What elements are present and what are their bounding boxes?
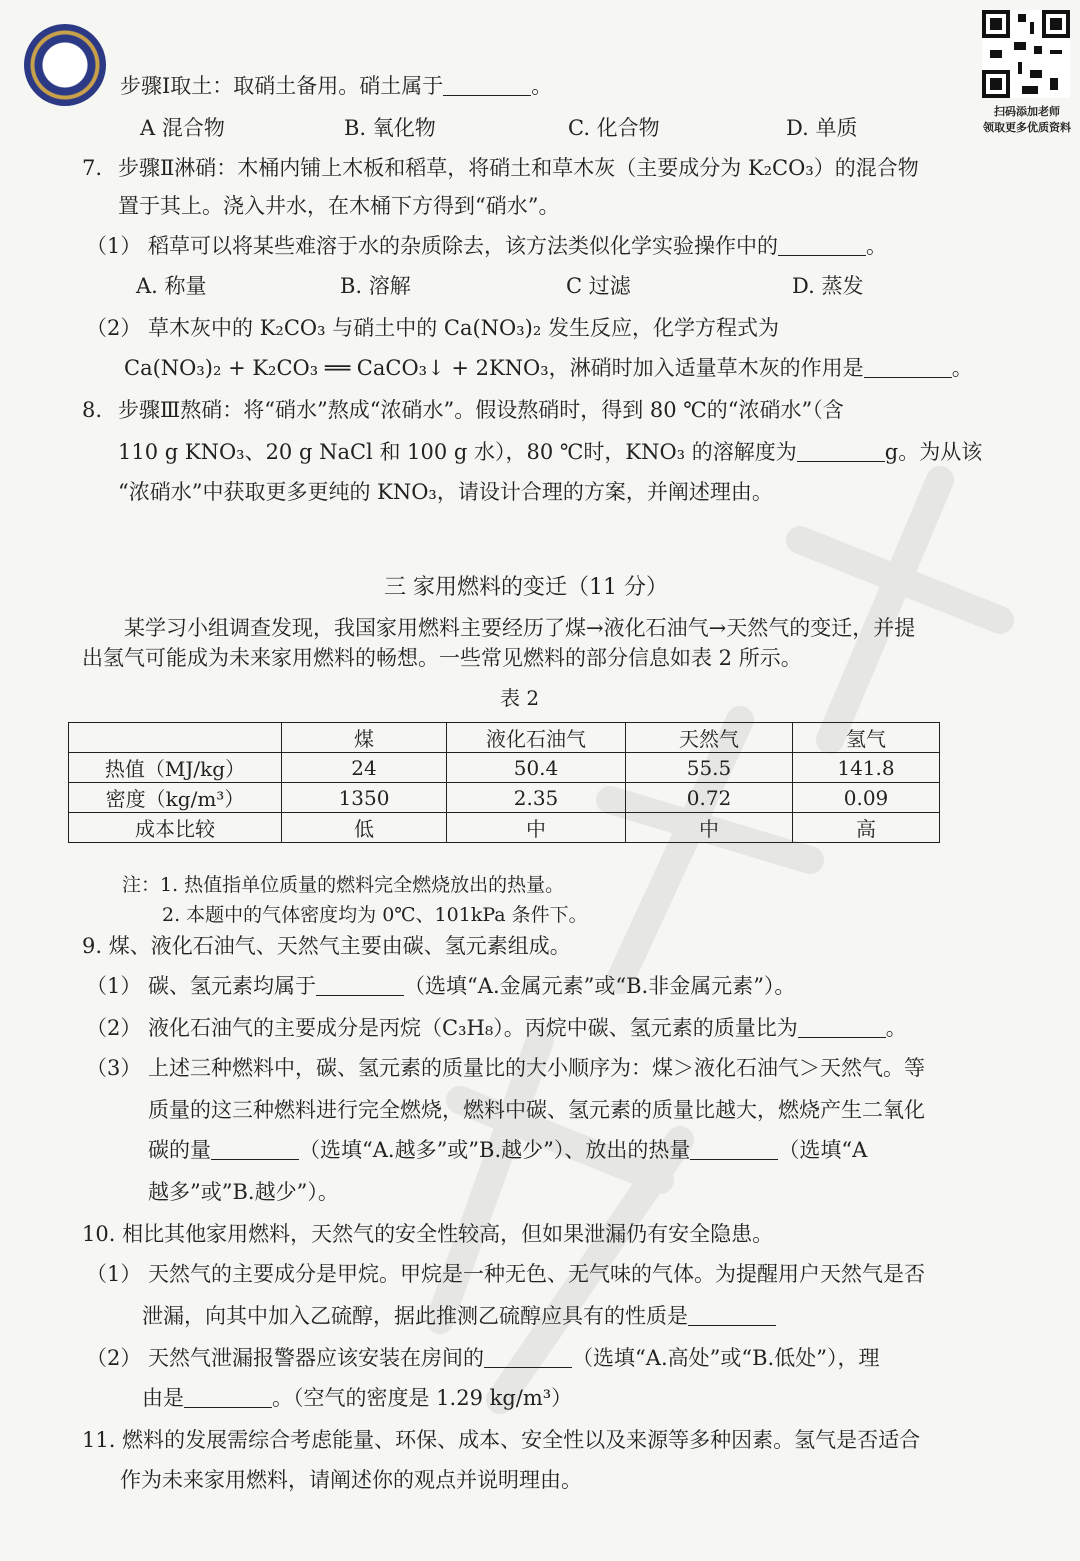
q9-3b-answer-blank[interactable]	[690, 1139, 778, 1160]
table-caption: 表 2	[500, 686, 540, 710]
chemical-equation: Ca(NO₃)₂ + K₂CO₃ ══ CaCO₃↓ + 2KNO₃，	[124, 356, 570, 380]
q9-1-answer-blank[interactable]	[316, 975, 404, 996]
q7-option-d: D. 蒸发	[792, 274, 864, 298]
q8-line3: “浓硝水”中获取更多更纯的 KNO₃，请设计合理的方案，并阐述理由。	[118, 480, 773, 504]
q8-number: 8.	[82, 398, 103, 422]
q7-part2-line2: Ca(NO₃)₂ + K₂CO₃ ══ CaCO₃↓ + 2KNO₃，淋硝时加入适量草木灰的作用是 。	[124, 356, 973, 380]
table-cell: 成本比较	[69, 813, 282, 843]
table-cell: 中	[447, 813, 626, 843]
table-cell: 55.5	[626, 753, 793, 783]
q10-part1-line2: 泄漏，向其中加入乙硫醇，据此推测乙硫醇应具有的性质是	[142, 1302, 776, 1330]
table-cell: 煤	[282, 723, 447, 753]
table-cell: 高	[793, 813, 940, 843]
table-row	[69, 813, 940, 843]
q6-option-c: C. 化合物	[568, 116, 660, 140]
q11-line1: 11. 燃料的发展需综合考虑能量、环保、成本、安全性以及来源等多种因素。氢气是否适合	[82, 1428, 921, 1452]
q9-2-answer-blank[interactable]	[798, 1017, 886, 1038]
q8-line1: 步骤Ⅲ熬硝：将“硝水”熬成“浓硝水”。假设熬硝时，得到 80 ℃的“浓硝水”（含	[118, 398, 844, 422]
table-cell: 氢气	[793, 723, 940, 753]
table-cell: 0.09	[793, 783, 940, 813]
q9-part3-line4: 越多”或”B.越少”）。	[148, 1180, 339, 1204]
table-cell: 天然气	[626, 723, 793, 753]
section-title: 三 家用燃料的变迁（11 分）	[384, 575, 668, 600]
q10-part2-line2: 由是 。（空气的密度是 1.29 kg/m³）	[142, 1386, 573, 1410]
school-logo	[24, 24, 106, 106]
qr-code-icon[interactable]	[982, 10, 1070, 98]
note-2: 2. 本题中的气体密度均为 0℃、101kPa 条件下。	[162, 904, 588, 926]
q7-1-answer-blank[interactable]	[778, 235, 866, 256]
table-cell: 24	[282, 753, 447, 783]
section-intro-line1: 某学习小组调查发现，我国家用燃料主要经历了煤→液化石油气→天然气的变迁，并提	[124, 616, 916, 640]
q6-option-b: B. 氧化物	[344, 116, 436, 140]
q10-part1-line1: （1） 天然气的主要成分是甲烷。甲烷是一种无色、无气味的气体。为提醒用户天然气是否	[86, 1262, 926, 1286]
q9-part3-line2: 质量的这三种燃料进行完全燃烧，燃料中碳、氢元素的质量比越大，燃烧产生二氧化	[148, 1098, 925, 1122]
table-row	[69, 783, 940, 813]
q7-part1: （1） 稻草可以将某些难溶于水的杂质除去，该方法类似化学实验操作中的 。	[86, 234, 888, 258]
table-cell: 141.8	[793, 753, 940, 783]
q10-part2-line1: （2） 天然气泄漏报警器应该安装在房间的 （选填“A.高处”或“B.低处”），理	[86, 1346, 880, 1370]
q9-part2: （2） 液化石油气的主要成分是丙烷（C₃H₈）。丙烷中碳、氢元素的质量比为 。	[86, 1016, 907, 1040]
q6-option-a: A 混合物	[140, 116, 225, 140]
table-row	[69, 753, 940, 783]
table-cell: 2.35	[447, 783, 626, 813]
q10-stem: 10. 相比其他家用燃料，天然气的安全性较高，但如果泄漏仍有安全隐患。	[82, 1222, 774, 1246]
q6-stem: 步骤Ⅰ取土：取硝土备用。硝土属于 。	[120, 74, 553, 98]
q7-option-b: B. 溶解	[340, 274, 411, 298]
q7-line2: 置于其上。浇入井水，在木桶下方得到“硝水”。	[118, 194, 560, 218]
section-intro-line2: 出氢气可能成为未来家用燃料的畅想。一些常见燃料的部分信息如表 2 所示。	[82, 646, 802, 670]
q6-option-d: D. 单质	[786, 116, 858, 140]
q9-part3-line1: （3） 上述三种燃料中，碳、氢元素的质量比的大小顺序为：煤＞液化石油气＞天然气。等	[86, 1056, 926, 1080]
q9-part3-line3: 碳的量 （选填“A.越多”或”B.越少”）、放出的热量 （选填“A	[148, 1138, 868, 1162]
qr-caption-line1: 扫码添加老师	[994, 105, 1060, 118]
q10-2b-answer-blank[interactable]	[184, 1387, 272, 1408]
qr-caption-line2: 领取更多优质资料	[983, 121, 1071, 134]
q10-2a-answer-blank[interactable]	[484, 1347, 572, 1368]
q11-line2: 作为未来家用燃料，请阐述你的观点并说明理由。	[120, 1468, 582, 1492]
q8-answer-blank[interactable]	[797, 441, 885, 462]
q7-option-c: C 过滤	[566, 274, 631, 298]
fuel-table	[68, 722, 940, 843]
table-cell	[69, 723, 282, 753]
q8-line2: 110 g KNO₃、20 g NaCl 和 100 g 水），80 ℃时，KNO₃ 的溶解度为 g。为从该	[118, 440, 983, 464]
table-cell: 1350	[282, 783, 447, 813]
table-cell: 密度（kg/m³）	[69, 783, 282, 813]
table-header-row	[69, 723, 940, 753]
q9-part1: （1） 碳、氢元素均属于 （选填“A.金属元素”或“B.非金属元素”）。	[86, 974, 796, 998]
q7-number: 7.	[82, 156, 103, 180]
q7-option-a: A. 称量	[136, 274, 207, 298]
table-cell: 50.4	[447, 753, 626, 783]
q9-stem: 9. 煤、液化石油气、天然气主要由碳、氢元素组成。	[82, 934, 571, 958]
table-cell: 0.72	[626, 783, 793, 813]
q7-part2-line1: （2） 草木灰中的 K₂CO₃ 与硝土中的 Ca(NO₃)₂ 发生反应，化学方程式为	[86, 316, 779, 340]
q6-answer-blank[interactable]	[443, 75, 531, 96]
q7-line1: 步骤Ⅱ淋硝：木桶内铺上木板和稻草，将硝土和草木灰（主要成分为 K₂CO₃）的混合物	[118, 156, 919, 180]
q7-2-answer-blank[interactable]	[864, 357, 952, 378]
table-cell: 热值（MJ/kg）	[69, 753, 282, 783]
q9-3a-answer-blank[interactable]	[211, 1139, 299, 1160]
table-cell: 低	[282, 813, 447, 843]
q10-1-answer-blank[interactable]	[688, 1305, 776, 1326]
note-1: 注：1. 热值指单位质量的燃料完全燃烧放出的热量。	[122, 874, 565, 896]
table-cell: 中	[626, 813, 793, 843]
table-cell: 液化石油气	[447, 723, 626, 753]
